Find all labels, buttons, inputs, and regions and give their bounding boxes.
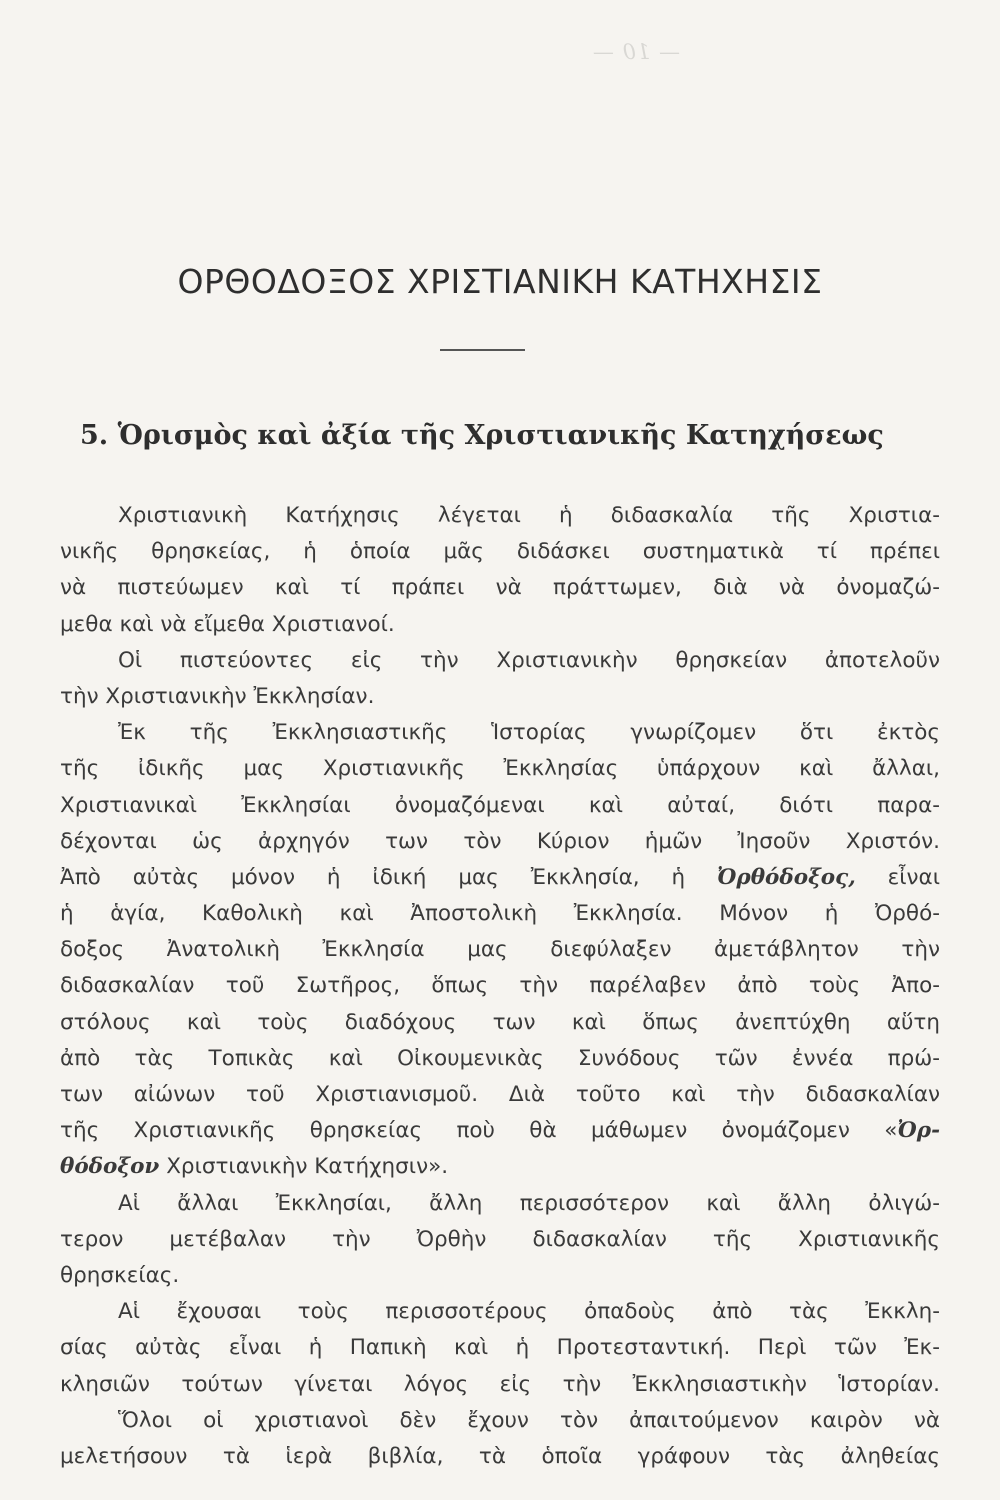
text-line: των αἰώνων τοῦ Χριστιανισμοῦ. Διὰ τοῦτο καὶ τὴν διδασκαλίαν [60, 1082, 940, 1107]
text-line: νὰ πιστεύωμεν καὶ τί πράπει νὰ πράττωμεν, διὰ νὰ ὀνομαζώ- [60, 575, 940, 601]
text-line: ἀπὸ τὰς Τοπικὰς καὶ Οἰκουμενικὰς Συνόδους τῶν ἐννέα πρώ- [60, 1045, 940, 1071]
text-segment: Ἀπὸ αὐτὰς μόνον ἡ ἰδική μας Ἐκκλησία, ἡ [60, 864, 718, 890]
text-line: ἡ ἁγία, Καθολικὴ καὶ Ἀποστολικὴ Ἐκκλησία. Μόνον ἡ Ὀρθό- [60, 901, 940, 927]
emphasized-term: Ὀρθόδοξος, [717, 864, 856, 890]
text-line: Ὅλοι οἱ χριστιανοὶ δὲν ἔχουν τὸν ἀπαιτούμενον καιρὸν νὰ [118, 1407, 940, 1433]
text-line: Αἱ ἔχουσαι τοὺς περισσοτέρους ὀπαδοὺς ἀπὸ τὰς Ἐκκλη- [118, 1299, 940, 1325]
text-line: τερον μετέβαλαν τὴν Ὀρθὴν διδασκαλίαν τῆς Χριστιανικῆς [60, 1226, 940, 1252]
text-line: τῆς ἰδικῆς μας Χριστιανικῆς Ἐκκλησίας ὑπάρχουν καὶ ἄλλαι, [60, 756, 940, 782]
text-line: Οἱ πιστεύοντες εἰς τὴν Χριστιανικὴν θρησκείαν ἀποτελοῦν [118, 647, 940, 673]
text-line: Χριστιανικὴ Κατήχησις λέγεται ἡ διδασκαλία τῆς Χριστια- [118, 503, 940, 528]
text-line: τὴν Χριστιανικὴν Ἐκκλησίαν. [60, 683, 375, 709]
text-line: δοξος Ἀνατολικὴ Ἐκκλησία μας διεφύλαξεν ἀμετάβλητον τὴν [60, 937, 940, 963]
text-line: μεθα καὶ νὰ εἴμεθα Χριστιανοί. [60, 611, 395, 637]
document-title: ΟΡΘΟΔΟΞΟΣ ΧΡΙΣΤΙΑΝΙΚΗ ΚΑΤΗΧΗΣΙΣ [177, 262, 823, 301]
text-line: θρησκείας. [60, 1262, 180, 1288]
text-line: Αἱ ἄλλαι Ἐκκλησίαι, ἄλλη περισσότερον καὶ ἄλλη ὀλιγώ- [118, 1190, 940, 1216]
text-line: μελετήσουν τὰ ἱερὰ βιβλία, τὰ ὁποῖα γράφουν τὰς ἀληθείας [60, 1443, 940, 1469]
text-line-catechism [60, 1113, 940, 1149]
text-line-catechism [60, 1149, 940, 1185]
text-line: δέχονται ὡς ἀρχηγόν των τὸν Κύριον ἡμῶν Ἰησοῦν Χριστόν. [60, 828, 940, 854]
text-line-orthodox [60, 860, 940, 896]
text-line: νικῆς θρησκείας, ἡ ὁποία μᾶς διδάσκει συστηματικὰ τί πρέπει [60, 539, 940, 565]
body-text [60, 498, 940, 1475]
text-line: σίας αὐτὰς εἶναι ἡ Παπικὴ καὶ ἡ Προτεσταντική. Περὶ τῶν Ἐκ- [60, 1335, 940, 1361]
text-segment: Χριστιανικὴν Κατήχησιν». [159, 1154, 449, 1180]
text-line: κλησιῶν τούτων γίνεται λόγος εἰς τὴν Ἐκκλησιαστικὴν Ἱστορίαν. [60, 1371, 940, 1397]
text-line: Ἐκ τῆς Ἐκκλησιαστικῆς Ἱστορίας γνωρίζομεν ὅτι ἐκτὸς [118, 720, 940, 746]
title-underline [440, 349, 525, 351]
text-segment: εἶναι [855, 864, 940, 890]
text-line: Χριστιανικαὶ Ἐκκλησίαι ὀνομαζόμεναι καὶ αὐταί, διότι παρα- [60, 792, 940, 818]
section-heading: 5. Ὁρισμὸς καὶ ἀξία τῆς Χριστιανικῆς Κατηχήσεως [80, 420, 884, 451]
emphasized-term: θόδοξον [60, 1154, 160, 1180]
text-line: διδασκαλίαν τοῦ Σωτῆρος, ὅπως τὴν παρέλαβεν ἀπὸ τοὺς Ἀπο- [60, 973, 940, 999]
text-line: στόλους καὶ τοὺς διαδόχους των καὶ ὅπως ἀνεπτύχθη αὕτη [60, 1009, 940, 1035]
text-segment: τῆς Χριστιανικῆς θρησκείας ποὺ θὰ μάθωμεν ὀνομάζομεν « [60, 1118, 898, 1144]
emphasized-term: Ὀρ- [897, 1118, 940, 1144]
bleed-through-page-number: — 10 — [591, 40, 680, 64]
